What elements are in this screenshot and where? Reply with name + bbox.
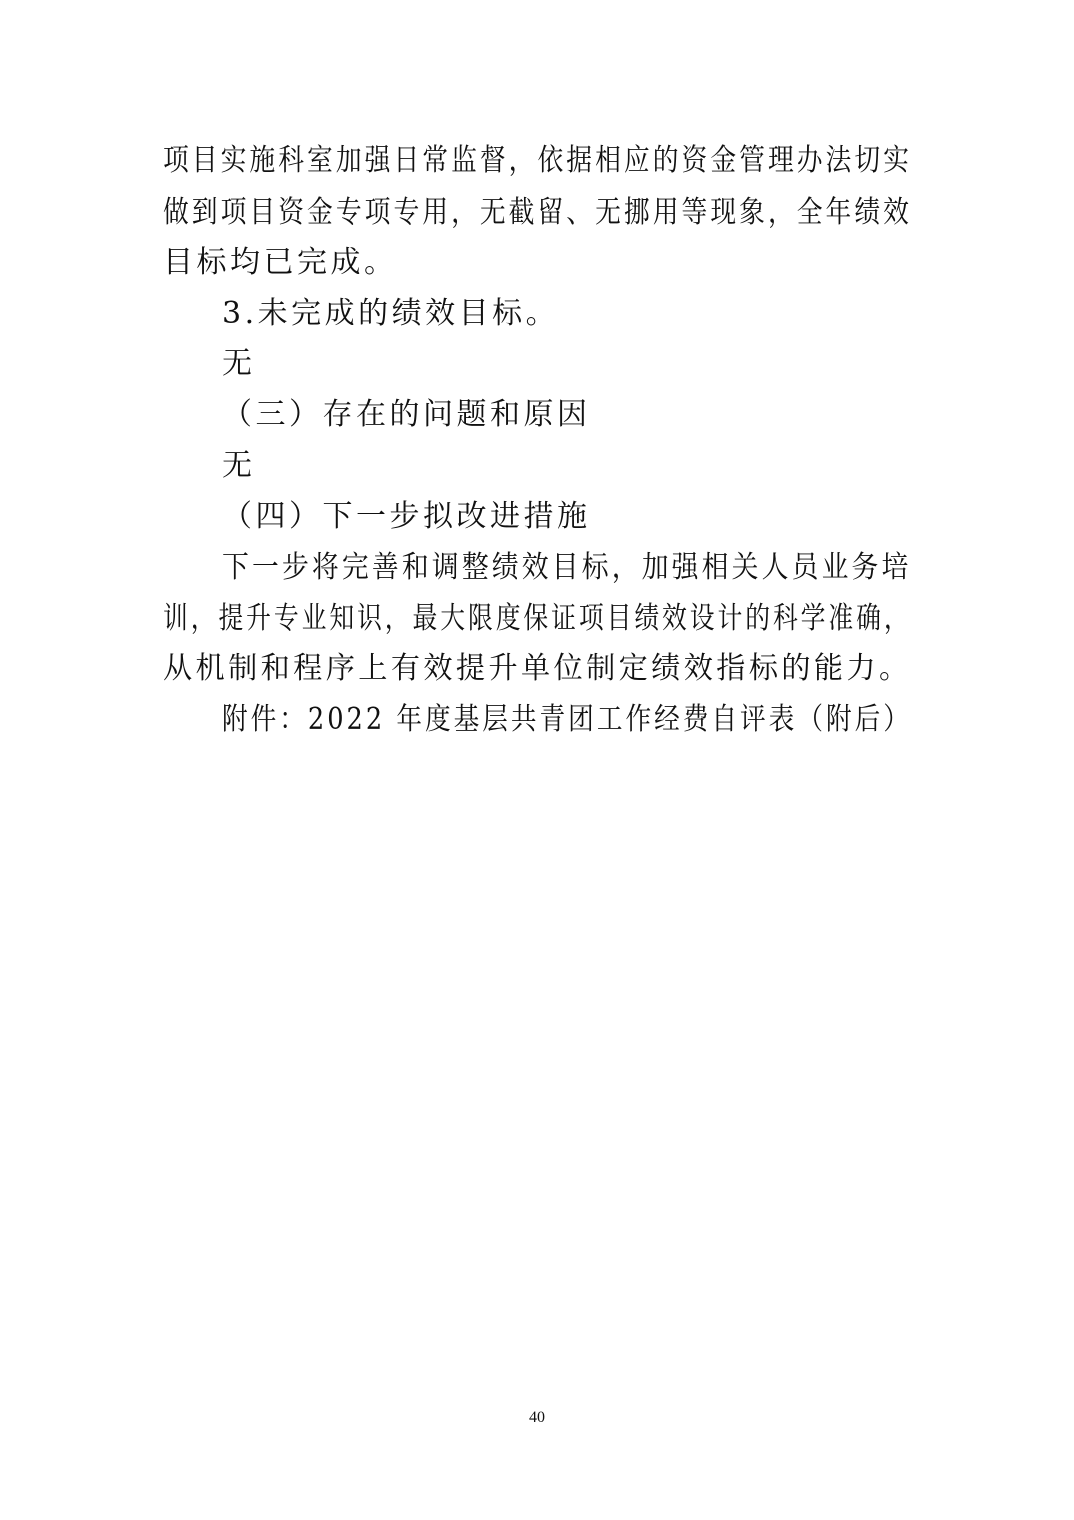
paragraph-line: 无 bbox=[222, 448, 256, 483]
attachment-note: 附件：2022 年度基层共青团工作经费自评表（附后） bbox=[222, 702, 912, 737]
paragraph-line: 从机制和程序上有效提升单位制定绩效指标的能力。 bbox=[163, 651, 912, 686]
section-heading-problems: （三）存在的问题和原因 bbox=[222, 397, 591, 432]
subheading-unfinished-goals: 3.未完成的绩效目标。 bbox=[222, 296, 560, 331]
paragraph-line: 训，提升专业知识，最大限度保证项目绩效设计的科学准确， bbox=[163, 601, 912, 636]
page-number: 40 bbox=[529, 1409, 545, 1426]
paragraph-line: 做到项目资金专项专用，无截留、无挪用等现象，全年绩效 bbox=[163, 195, 912, 230]
paragraph-line: 无 bbox=[222, 346, 256, 381]
paragraph-line: 项目实施科室加强日常监督，依据相应的资金管理办法切实 bbox=[163, 143, 912, 178]
section-heading-next-steps: （四）下一步拟改进措施 bbox=[222, 499, 591, 534]
paragraph-line: 下一步将完善和调整绩效目标，加强相关人员业务培 bbox=[222, 550, 912, 585]
paragraph-line: 目标均已完成。 bbox=[163, 245, 398, 280]
